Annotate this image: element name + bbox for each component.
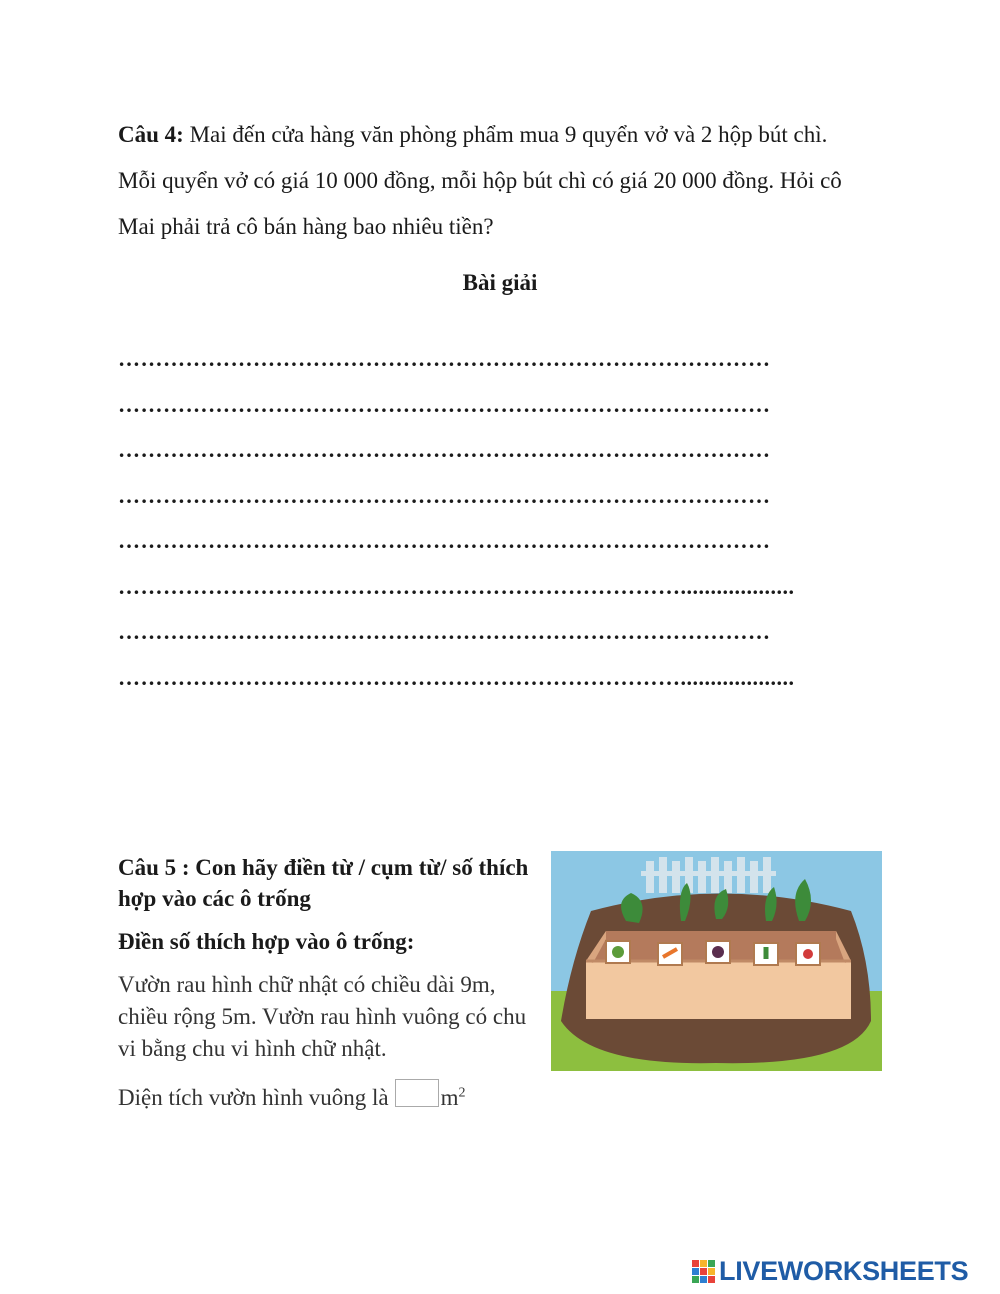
liveworksheets-logo [692,1256,968,1287]
answer-prefix: Diện tích vườn hình vuông là [118,1085,389,1110]
answer-line[interactable]: …………………………………………………………………………… [118,346,771,371]
question-5-subtitle: Điền số thích hợp vào ô trống: [118,929,415,954]
answer-line[interactable]: …………………………………………………………………................... [118,664,795,690]
answer-lines[interactable] [118,336,878,700]
answer-line[interactable]: …………………………………………………………………………… [118,482,771,508]
unit-exponent: 2 [458,1085,466,1101]
logo-text: LIVEWORKSHEETS [719,1256,969,1286]
question-5-answer-row [118,1079,538,1111]
question-4 [118,112,858,250]
unit-label [441,1085,466,1111]
logo-icon [692,1260,715,1283]
question-4-label: Câu 4: [118,122,184,147]
answer-line[interactable]: …………………………………………………………………………… [118,619,771,644]
answer-input-box[interactable] [395,1079,439,1107]
answer-line[interactable]: …………………………………………………………………………… [118,391,771,417]
solution-title: Bài giải [462,270,538,295]
question-4-text: Mai đến cửa hàng văn phòng phẩm mua 9 quyển vở và 2 hộp bút chì. Mỗi quyển vở có giá 10 000 đồng, mỗi hộp bút chì có giá 20 000 đồng. Hỏi cô Mai phải trả cô bán hàng bao nhiêu tiền? [118,122,842,239]
vegetable-garden-illustration [551,851,882,1071]
question-5-body: Vườn rau hình chữ nhật có chiều dài 9m, chiều rộng 5m. Vườn rau hình vuông có chu vi bằng chu vi hình chữ nhật. [118,972,527,1061]
unit-base: m [440,1085,459,1110]
answer-line[interactable]: …………………………………………………………………………… [118,437,771,462]
answer-line[interactable]: …………………………………………………………………................... [118,573,795,599]
question-5-title: Câu 5 : Con hãy điền từ / cụm từ/ số thích hợp vào các ô trống [118,855,529,911]
answer-line[interactable]: …………………………………………………………………………… [118,528,771,553]
question-5 [118,852,538,1111]
